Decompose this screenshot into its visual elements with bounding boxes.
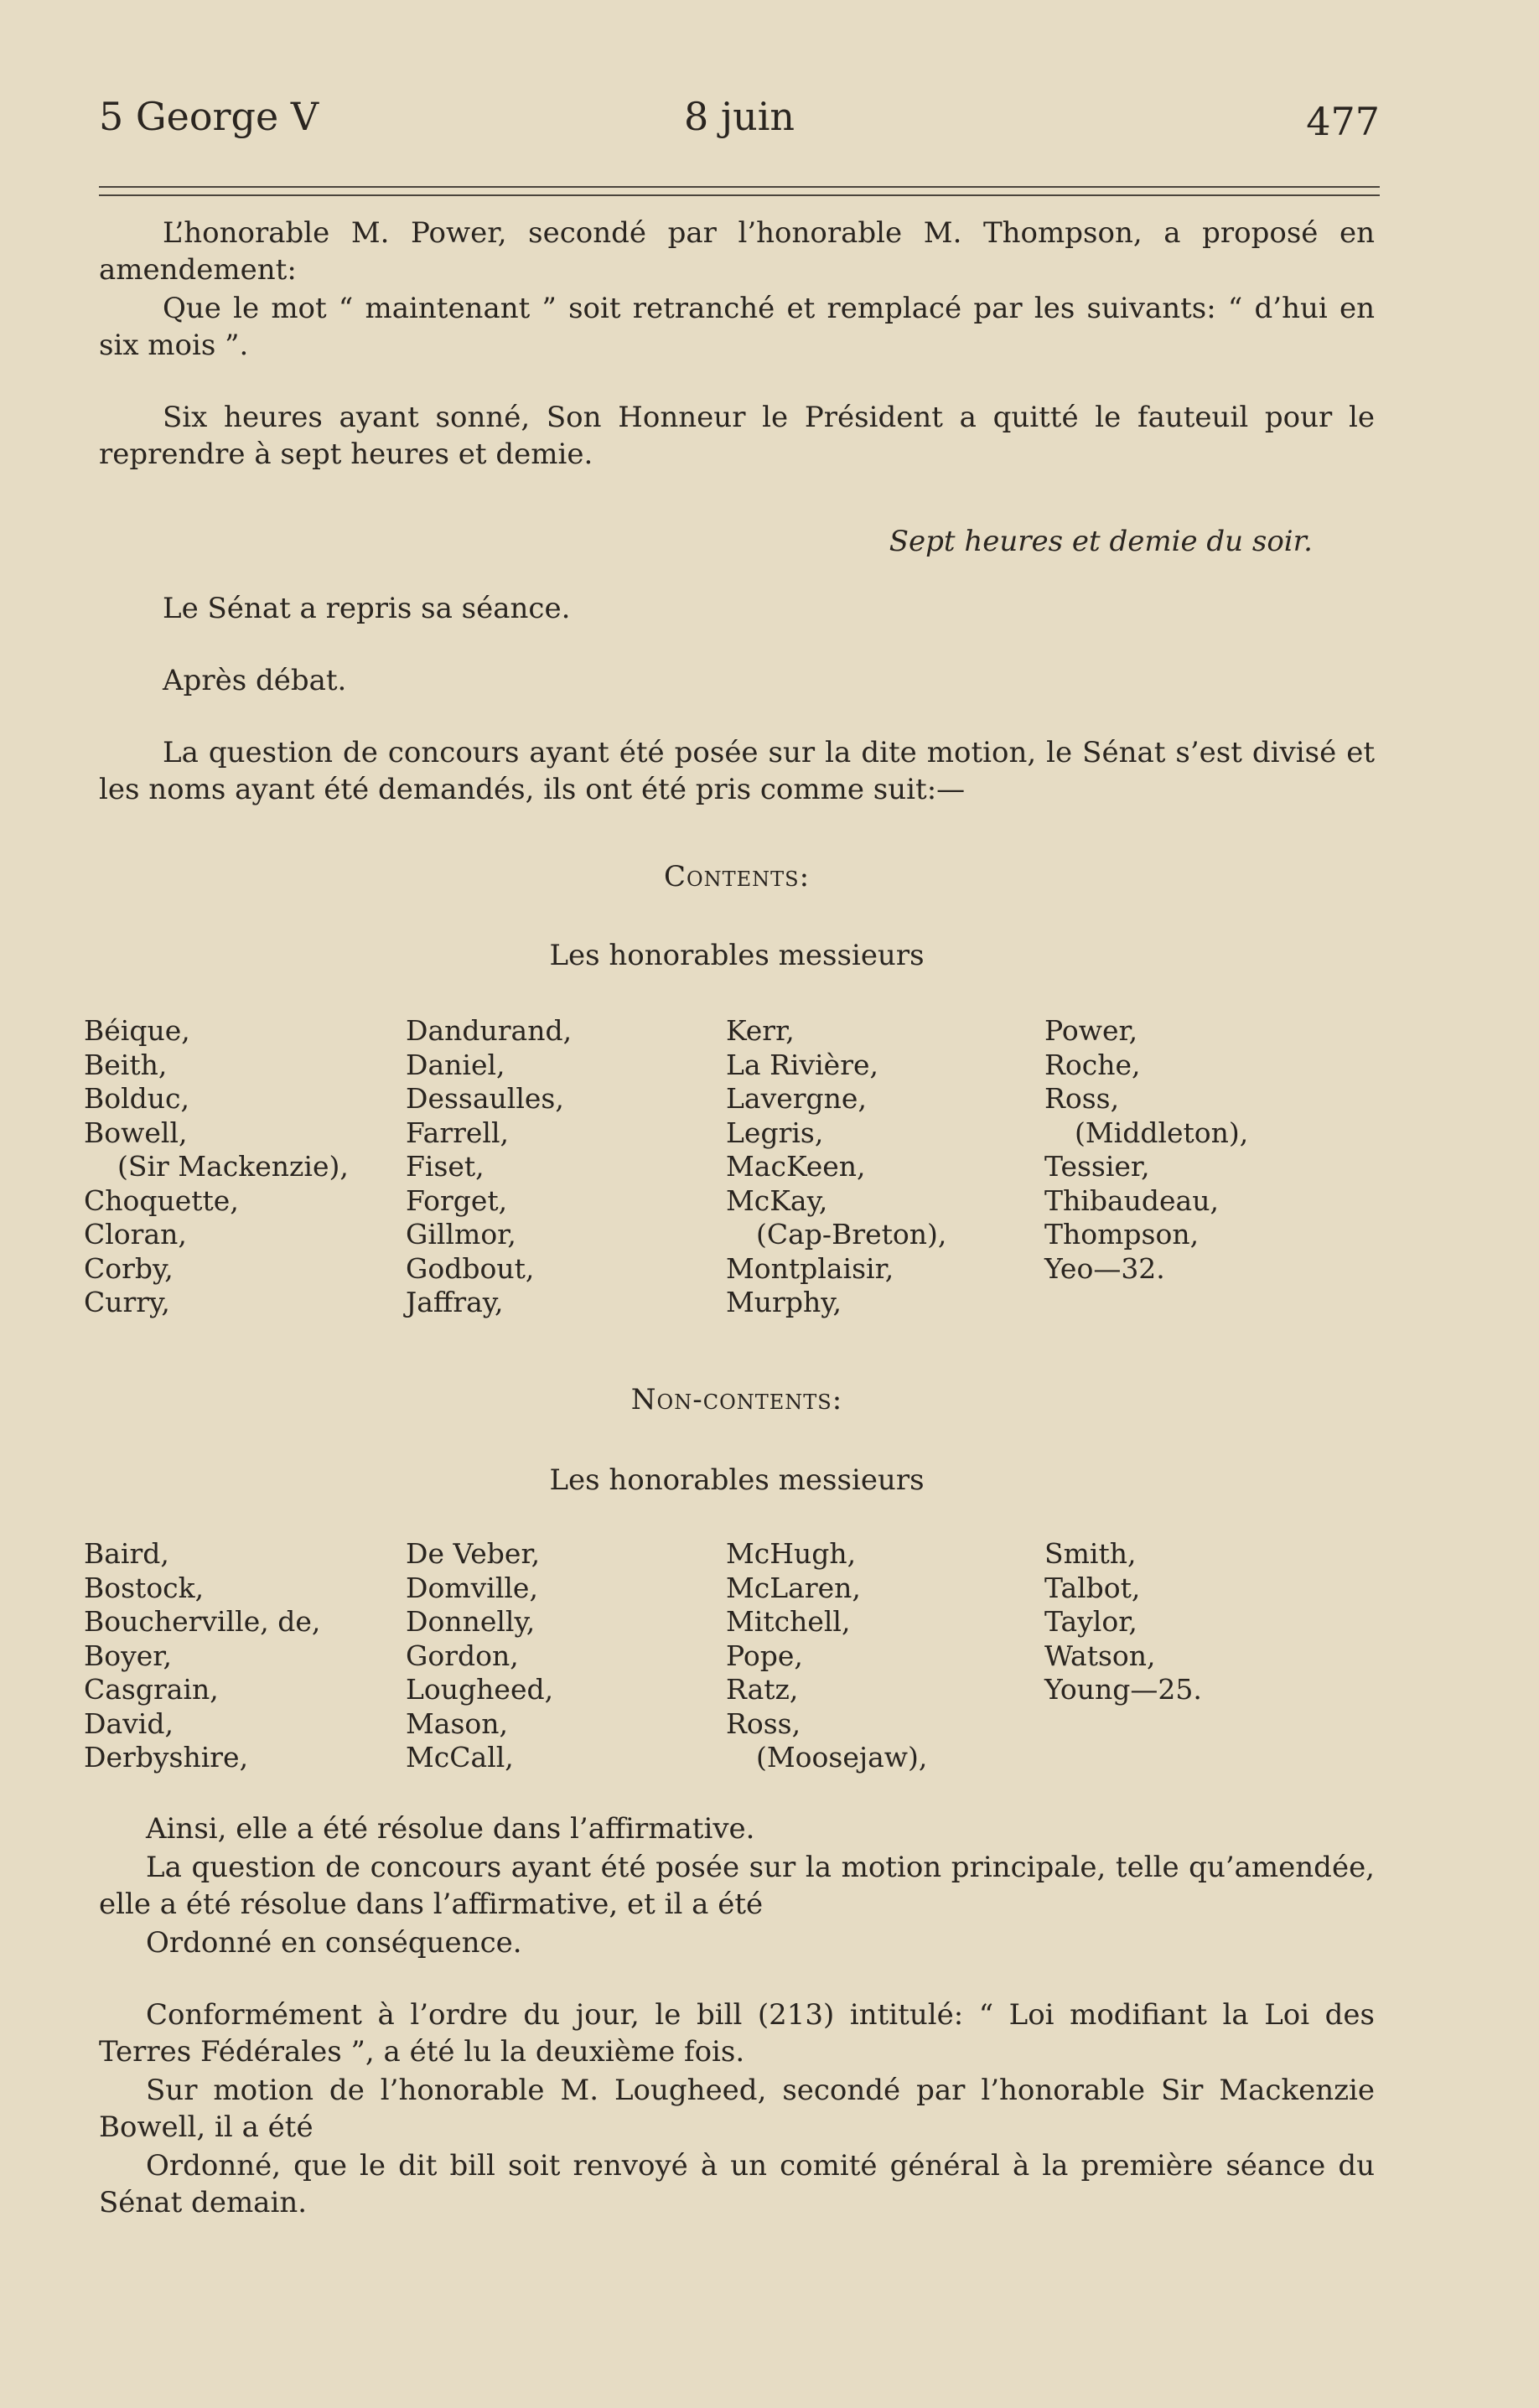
list-item: (Cap-Breton), bbox=[756, 1218, 947, 1251]
contents-column-3 bbox=[726, 1014, 946, 1320]
list-item: Ratz, bbox=[726, 1673, 799, 1706]
list-item: Fiset, bbox=[406, 1150, 484, 1183]
paragraph-bill-reading: Conformément à l’ordre du jour, le bill (213) intitulé: “ Loi modifiant la Loi des Terres Fédérales ”, a été lu la deuxième fois. bbox=[99, 1998, 1375, 2069]
list-item: Boyer, bbox=[84, 1639, 172, 1672]
contents-column-2 bbox=[406, 1014, 572, 1320]
list-item: Thompson, bbox=[1044, 1218, 1200, 1251]
list-item: Thibaudeau, bbox=[1044, 1183, 1219, 1217]
session-label: 5 George V bbox=[99, 94, 319, 139]
noncontents-column-3 bbox=[726, 1537, 927, 1775]
list-item: Daniel, bbox=[406, 1048, 505, 1081]
list-item: Boucherville, de, bbox=[84, 1605, 321, 1638]
paragraph-division: La question de concours ayant été posée sur la dite motion, le Sénat s’est divisé et les noms ayant été demandés, ils ont été pris comme suit:— bbox=[99, 736, 1375, 806]
header-rule-top bbox=[99, 186, 1380, 188]
list-item: Power, bbox=[1044, 1014, 1138, 1047]
list-item: Tessier, bbox=[1044, 1150, 1150, 1183]
list-item: Pope, bbox=[726, 1639, 803, 1672]
list-item: Forget, bbox=[406, 1183, 508, 1217]
list-item: Roche, bbox=[1044, 1048, 1141, 1081]
list-item: Ross, bbox=[726, 1706, 801, 1740]
list-item: Bostock, bbox=[84, 1571, 205, 1604]
paragraph-main-motion: La question de concours ayant été posée sur la motion principale, telle qu’amendée, elle a été résolue dans l’affirmative, et il a été bbox=[99, 1851, 1375, 1921]
list-item: Corby, bbox=[84, 1251, 174, 1285]
list-item: Lougheed, bbox=[406, 1673, 554, 1706]
contents-heading: Contents: bbox=[663, 860, 811, 893]
list-item: La Rivière, bbox=[726, 1048, 878, 1081]
list-item: Farrell, bbox=[406, 1116, 510, 1149]
time-heading: Sept heures et demie du soir. bbox=[889, 525, 1313, 558]
list-item: Derbyshire, bbox=[84, 1741, 249, 1774]
list-item: David, bbox=[84, 1706, 174, 1740]
list-item: Beith, bbox=[84, 1048, 168, 1081]
list-item: Gillmor, bbox=[406, 1218, 516, 1251]
list-item: Donnelly, bbox=[406, 1605, 536, 1638]
list-item: Taylor, bbox=[1044, 1605, 1137, 1638]
contents-subheading: Les honorables messieurs bbox=[549, 939, 925, 972]
noncontents-column-2 bbox=[406, 1537, 553, 1775]
list-item: Talbot, bbox=[1044, 1571, 1141, 1604]
list-item: De Veber, bbox=[406, 1537, 541, 1570]
paragraph-lougheed-motion: Sur motion de l’honorable M. Lougheed, secondé par l’honorable Sir Mackenzie Bowell, il a été bbox=[99, 2074, 1375, 2144]
paragraph-amendment: L’honorable M. Power, secondé par l’honorable M. Thompson, a proposé en amendement: bbox=[99, 216, 1375, 287]
contents-column-4 bbox=[1044, 1014, 1248, 1286]
list-item: Jaffray, bbox=[406, 1286, 504, 1318]
list-item: Dandurand, bbox=[406, 1014, 573, 1047]
list-item: Curry, bbox=[84, 1286, 170, 1318]
list-item: (Middleton), bbox=[1075, 1116, 1249, 1149]
list-item: Yeo—32. bbox=[1044, 1251, 1165, 1285]
noncontents-subheading: Les honorables messieurs bbox=[549, 1463, 925, 1497]
list-item: Domville, bbox=[406, 1571, 538, 1604]
paragraph-committee-order: Ordonné, que le dit bill soit renvoyé à un comité général à la première séance du Sénat demain. bbox=[99, 2149, 1375, 2219]
list-item: Mason, bbox=[406, 1706, 509, 1740]
list-item: MacKeen, bbox=[726, 1150, 866, 1183]
list-item: Gordon, bbox=[406, 1639, 519, 1672]
paragraph-affirmative: Ainsi, elle a été résolue dans l’affirmative. bbox=[146, 1812, 755, 1846]
list-item: Dessaulles, bbox=[406, 1082, 564, 1115]
contents-column-1 bbox=[84, 1014, 349, 1320]
list-item: Béique, bbox=[84, 1014, 190, 1047]
noncontents-column-4 bbox=[1044, 1537, 1202, 1707]
list-item: McCall, bbox=[406, 1741, 514, 1774]
list-item: (Moosejaw), bbox=[756, 1741, 928, 1774]
list-item: McKay, bbox=[726, 1183, 828, 1217]
paragraph-recess: Six heures ayant sonné, Son Honneur le Président a quitté le fauteuil pour le reprendre à sept heures et demie. bbox=[99, 401, 1375, 471]
paragraph-motion-text: Que le mot “ maintenant ” soit retranché et remplacé par les suivants: “ d’hui en six mois ”. bbox=[99, 292, 1375, 362]
list-item: Baird, bbox=[84, 1537, 169, 1570]
paragraph-resumed: Le Sénat a repris sa séance. bbox=[163, 592, 571, 625]
list-item: Kerr, bbox=[726, 1014, 795, 1047]
list-item: McHugh, bbox=[726, 1537, 857, 1570]
list-item: Montplaisir, bbox=[726, 1251, 894, 1285]
list-item: (Sir Mackenzie), bbox=[117, 1150, 349, 1183]
list-item: Cloran, bbox=[84, 1218, 187, 1251]
list-item: Bowell, bbox=[84, 1116, 188, 1149]
header-rule-bottom bbox=[99, 194, 1380, 196]
list-item: Lavergne, bbox=[726, 1082, 867, 1115]
list-item: Legris, bbox=[726, 1116, 824, 1149]
list-item: Casgrain, bbox=[84, 1673, 219, 1706]
page-header bbox=[99, 94, 1380, 153]
noncontents-heading: Non-contents: bbox=[630, 1383, 843, 1416]
list-item: McLaren, bbox=[726, 1571, 861, 1604]
list-item: Young—25. bbox=[1044, 1673, 1202, 1706]
noncontents-list bbox=[84, 1537, 1375, 1789]
contents-list bbox=[84, 1014, 1375, 1333]
paragraph-debate: Après débat. bbox=[163, 664, 347, 697]
list-item: Bolduc, bbox=[84, 1082, 190, 1115]
page-number: 477 bbox=[1306, 99, 1380, 144]
list-item: Smith, bbox=[1044, 1537, 1137, 1570]
list-item: Godbout, bbox=[406, 1251, 535, 1285]
noncontents-column-1 bbox=[84, 1537, 320, 1775]
paragraph-ordered: Ordonné en conséquence. bbox=[146, 1926, 522, 1960]
list-item: Ross, bbox=[1044, 1082, 1120, 1115]
list-item: Watson, bbox=[1044, 1639, 1156, 1672]
list-item: Murphy, bbox=[726, 1286, 842, 1318]
date-label: 8 juin bbox=[683, 94, 795, 139]
list-item: Choquette, bbox=[84, 1183, 239, 1217]
list-item: Mitchell, bbox=[726, 1605, 851, 1638]
